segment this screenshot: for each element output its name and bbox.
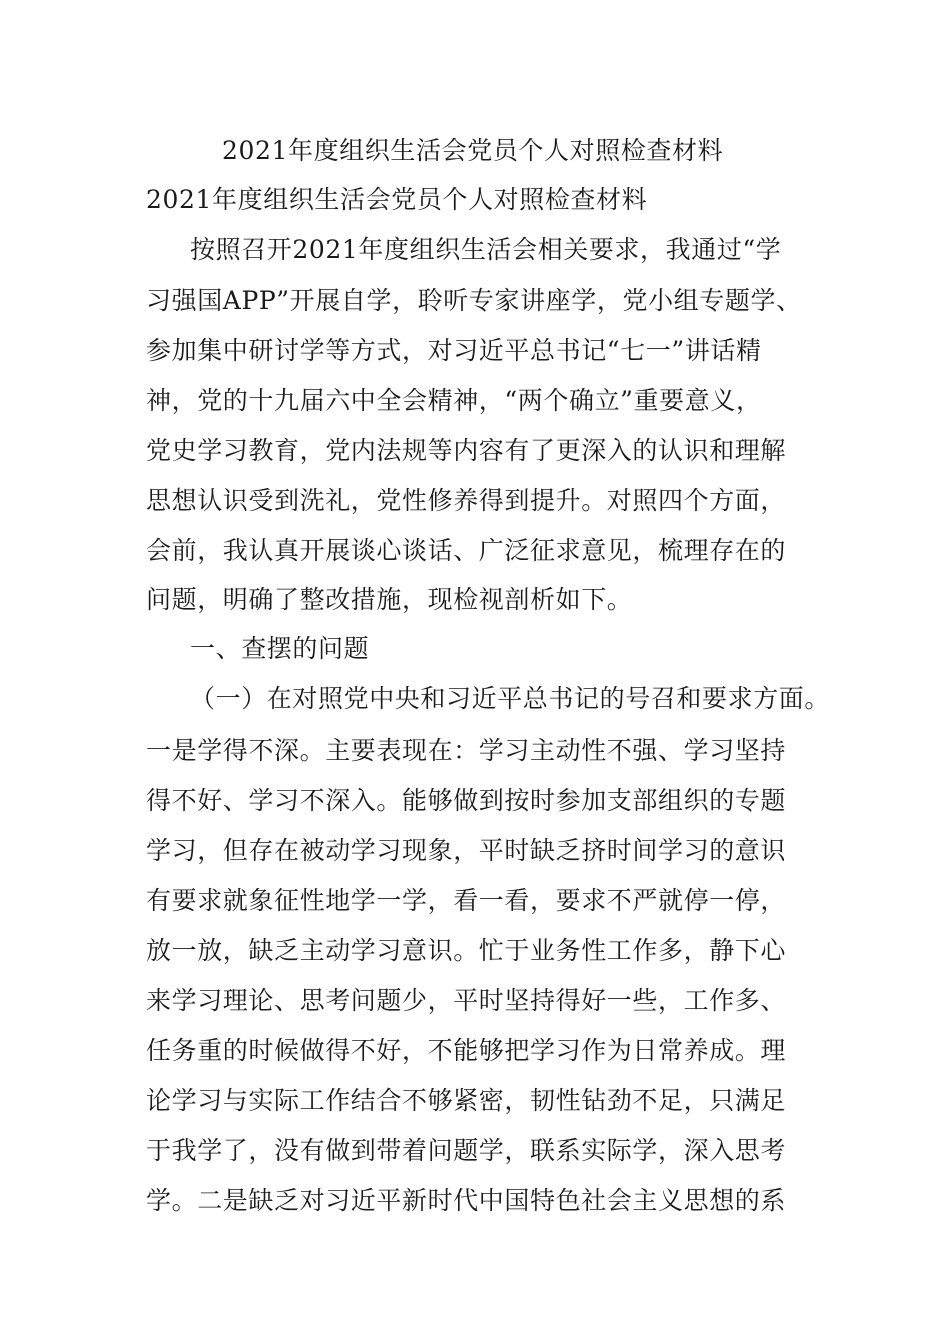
paragraph-line: 神，党的十九届六中全会精神，“两个确立”重要意义， (146, 386, 762, 415)
paragraph-line: 于我学了，没有做到带着问题学，联系实际学，深入思考 (146, 1136, 787, 1165)
document-title: 2021年度组织生活会党员个人对照检查材料 (222, 136, 724, 165)
paragraph-line: 按照召开2021年度组织生活会相关要求，我通过“学 (190, 235, 782, 264)
paragraph-line: 放一放，缺乏主动学习意识。忙于业务性工作多，静下心 (146, 936, 787, 965)
document-subtitle: 2021年度组织生活会党员个人对照检查材料 (146, 185, 648, 214)
paragraph-line: 参加集中研讨学等方式，对习近平总书记“七一”讲话精 (146, 336, 762, 365)
paragraph-line: 得不好、学习不深入。能够做到按时参加支部组织的专题 (146, 786, 787, 815)
subsection-heading: （一）在对照党中央和习近平总书记的号召和要求方面。 (190, 684, 831, 713)
paragraph-line: 任务重的时候做得不好，不能够把学习作为日常养成。理 (146, 1036, 787, 1065)
paragraph-line: 来学习理论、思考问题少，平时坚持得好一些，工作多、 (146, 986, 787, 1015)
paragraph-line: 会前，我认真开展谈心谈话、广泛征求意见，梳理存在的 (146, 536, 787, 565)
paragraph-line: 有要求就象征性地学一学，看一看，要求不严就停一停， (146, 886, 787, 915)
paragraph-line: 学。二是缺乏对习近平新时代中国特色社会主义思想的系 (146, 1186, 787, 1215)
paragraph-line: 思想认识受到洗礼，党性修养得到提升。对照四个方面， (146, 486, 787, 515)
paragraph-line: 党史学习教育，党内法规等内容有了更深入的认识和理解 (146, 436, 787, 465)
paragraph-line: 习强国APP”开展自学，聆听专家讲座学，党小组专题学、 (146, 286, 802, 315)
paragraph-line: 学习，但存在被动学习现象，平时缺乏挤时间学习的意识 (146, 836, 787, 865)
paragraph-line: 论学习与实际工作结合不够紧密，韧性钻劲不足，只满足 (146, 1086, 787, 1115)
section-heading: 一、查摆的问题 (190, 634, 370, 663)
paragraph-line: 一是学得不深。主要表现在：学习主动性不强、学习坚持 (146, 736, 787, 765)
paragraph-line: 问题，明确了整改措施，现检视剖析如下。 (146, 585, 633, 614)
